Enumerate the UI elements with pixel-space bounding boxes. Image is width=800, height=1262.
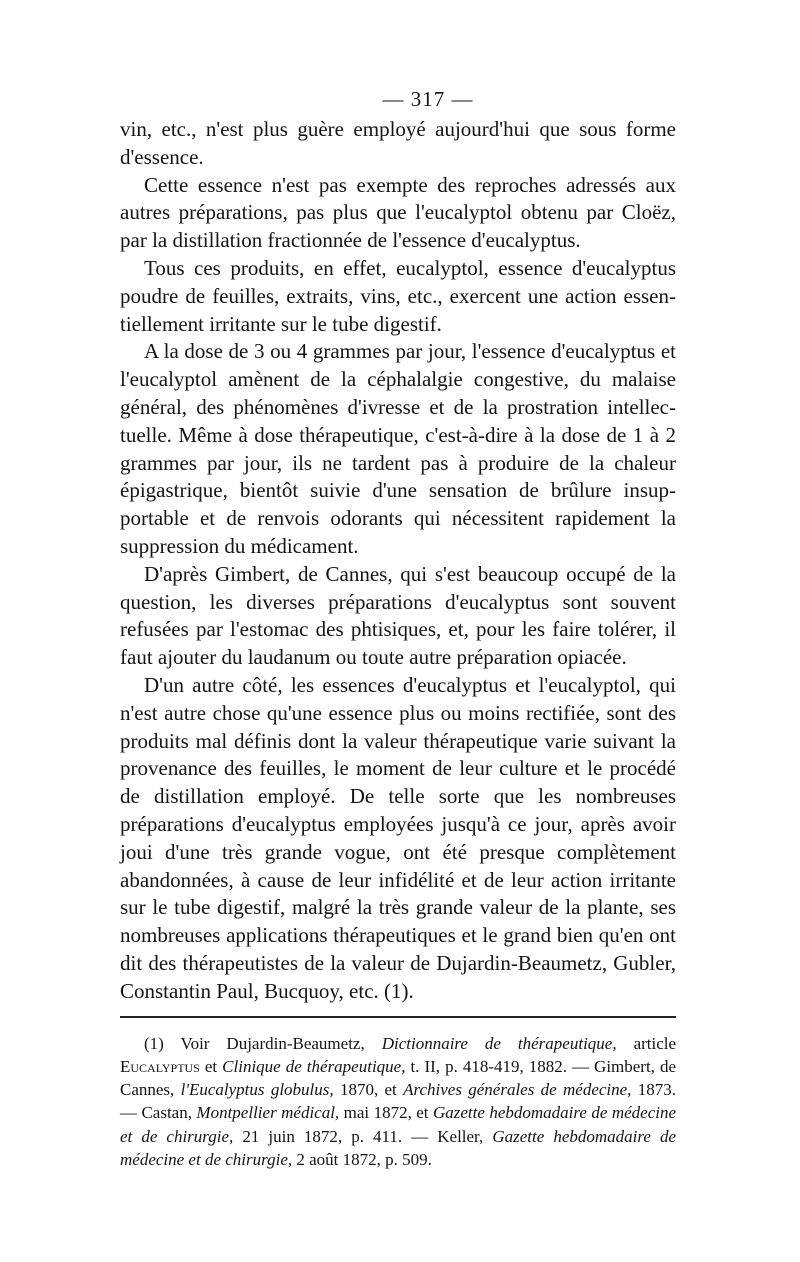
footnote-title: l'Eucalyptus globulus, bbox=[180, 1080, 334, 1100]
footnote-text: 2 août 1872, p. 509. bbox=[296, 1149, 432, 1169]
footnote-text: et bbox=[204, 1056, 218, 1076]
paragraph: Cette essence n'est pas exempte des reproches adressés aux autres préparations, pas plus que l'eucalyptol obtenu par Cloëz, par la distillation fractionnée de l'essence d'eucalyptus. bbox=[120, 172, 676, 253]
footnote-smallcaps: Eucalyptus bbox=[120, 1056, 200, 1076]
footnote-title: Dictionnaire de thérapeutique, bbox=[381, 1033, 617, 1053]
paragraph: A la dose de 3 ou 4 grammes par jour, l'essence d'eucalyptus et l'eucalyptol amènent de la céphalalgie congestive, du malaise général, des phénomènes d'ivresse et de la prostration intellectuelle. Même à dose thérapeutique, c'est-à-dire à la dose de 1 à 2 grammes par jour, ils ne tardent pas à produire de la chaleur épigastrique, bientôt suivie d'une sensation de brûlure insupportable et de renvois odorants qui nécessitent rapidement la suppression du médicament. bbox=[120, 339, 676, 558]
paragraph: D'un autre côté, les essences d'eucalyptus et l'eucalyptol, qui n'est autre chose qu'une essence plus ou moins rectifiée, sont des produits mal définis dont la valeur thérapeutique varie suivant la provenance des feuilles, le moment de leur culture et le procédé de distillation employé. De telle sorte que les nombreuses préparations d'eucalyptus employées jusqu'à ce jour, après avoir joui d'une très grande vogue, ont été presque complètement abandonnées, à cause de leur infidélité et de leur action irritante sur le tube digestif, malgré la très grande valeur de la plante, ses nombreuses applications thérapeutiques et le grand bien qu'en ont dit des thérapeutistes de la valeur de Dujardin-Beaumetz, Gubler, Constantin Paul, Bucquoy, etc. (1). bbox=[120, 672, 676, 1003]
footnote bbox=[120, 1032, 676, 1172]
footnote-text: mai 1872, et bbox=[343, 1103, 429, 1123]
page-number: — 317 — bbox=[382, 87, 474, 111]
book-page bbox=[120, 86, 676, 1171]
footnote-title: Archives générales de médecine, bbox=[403, 1080, 632, 1100]
paragraph: D'après Gimbert, de Cannes, qui s'est beaucoup occupé de la question, les diverses préparations d'eucalyptus sont souvent refusées par l'estomac des phtisiques, et, pour les faire tolérer, il faut ajouter du laudanum ou toute autre préparation opiacée. bbox=[120, 561, 676, 670]
footnote-text: 21 juin 1872, p. 411. — Keller, bbox=[242, 1126, 484, 1146]
footnote-text: 1873. — Castan, bbox=[120, 1080, 676, 1123]
paragraph: Tous ces produits, en effet, eucalyptol, essence d'eucalyptus poudre de feuilles, extraits, vins, etc., exercent une action essentiellement irritante sur le tube digestif. bbox=[120, 255, 676, 336]
footnote-text: t. II, p. 418-419, 1882. — Gimbert, de Cannes, bbox=[120, 1056, 677, 1100]
footnote-text: 1870, et bbox=[339, 1080, 397, 1100]
paragraph-continued: vin, etc., n'est plus guère employé aujourd'hui que sous forme d'essence. bbox=[120, 117, 676, 169]
footnote-title: Clinique de thérapeutique, bbox=[222, 1056, 406, 1076]
footnote-title: Gazette hebdomadaire de médecine et de chirurgie, bbox=[120, 1126, 677, 1169]
footnote-divider bbox=[120, 1016, 676, 1018]
footnote-text: article bbox=[633, 1033, 677, 1053]
footnote-text: Voir Dujardin-Beaumetz, bbox=[180, 1033, 365, 1053]
footnote-marker: (1) bbox=[144, 1033, 164, 1053]
footnote-title: Gazette hebdomadaire de médecine et de chirurgie, bbox=[120, 1103, 677, 1146]
body-text bbox=[120, 116, 676, 1006]
footnote-title: Montpellier médical, bbox=[196, 1103, 340, 1123]
